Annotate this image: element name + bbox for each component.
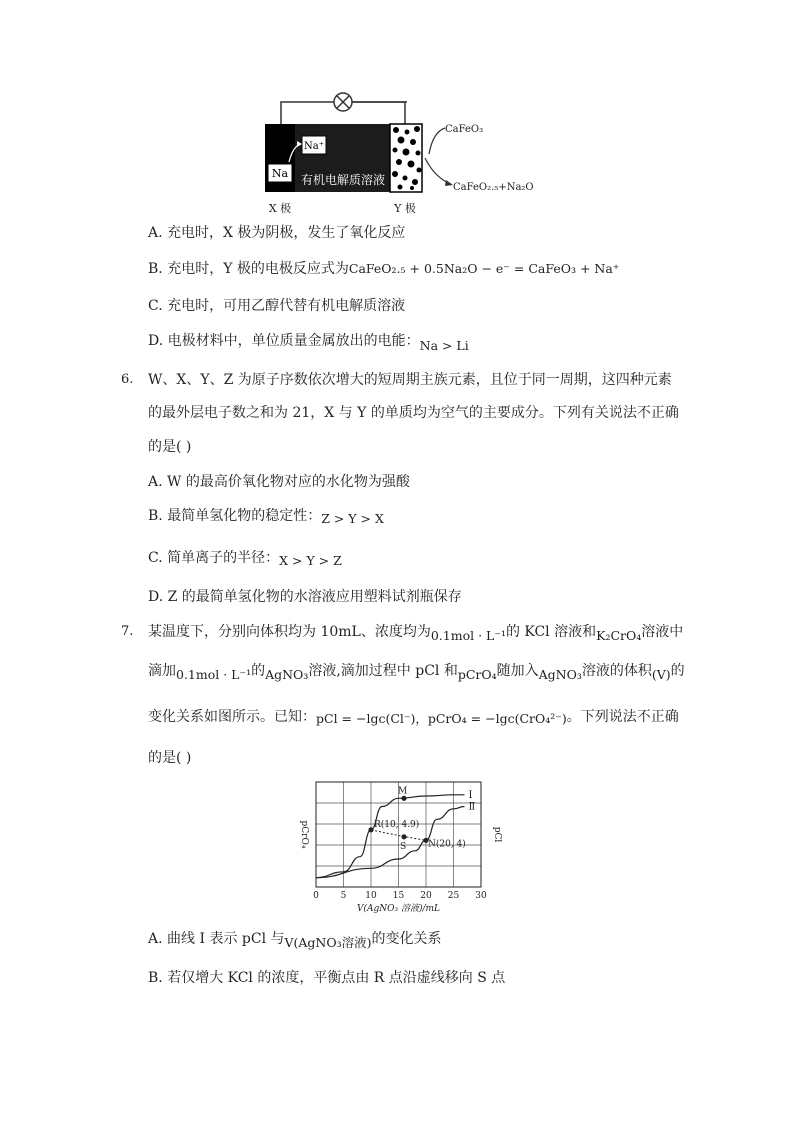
battery-diagram [255, 92, 555, 222]
q6-option-a: A. W 的最高价氧化物对应的水化物为强酸 [148, 474, 410, 490]
q7-l2j: (V) [651, 667, 671, 682]
q7-option-a-math: V(AgNO₃溶液) [284, 935, 372, 950]
q7-l3b: pCl = −lgc(Cl⁻)，pCrO₄ = −lgc(CrO₄²⁻) [316, 711, 567, 726]
point-label: N(20, 4) [428, 839, 466, 850]
x-tick-label: 0 [313, 891, 319, 901]
data-point [401, 834, 406, 839]
point-label: S [400, 841, 407, 852]
q7-l2k: 的 [670, 663, 685, 679]
data-point [368, 827, 373, 832]
q6-option-c [148, 548, 342, 568]
q7-l1c: 的 KCl 溶液和 [505, 624, 597, 640]
q7-number: 7. [121, 624, 134, 639]
point-label: M [398, 786, 408, 797]
q7-option-a-end: 的变化关系 [371, 931, 442, 947]
x-tick-label: 25 [447, 891, 460, 901]
q7-l1e: 溶液中 [641, 624, 684, 640]
q7-option-a [148, 929, 442, 949]
q7-line-2 [148, 661, 685, 681]
q6-option-b [148, 506, 384, 526]
q7-l2c: 的 [251, 663, 266, 679]
q7-l3c: 。下列说法不正确 [566, 709, 679, 725]
q6-option-d: D. Z 的最简单氢化物的水溶液应用塑料试剂瓶保存 [148, 589, 462, 605]
q5-option-d [148, 331, 469, 351]
q7-l2a: 滴加 [148, 663, 176, 679]
q6-stem-1: W、X、Y、Z 为原子序数依次增大的短周期主族元素，且位于同一周期，这四种元素 [148, 372, 672, 388]
data-point [401, 796, 406, 801]
lamp-icon [334, 93, 352, 111]
x-axis-label: V(AgNO₃ 溶液)/mL [356, 904, 441, 914]
q5-option-a: A. 充电时，X 极为阴极，发生了氧化反应 [148, 225, 406, 241]
y-axis-label-left: pCrO₄ [299, 820, 309, 849]
product-bottom: CaFeO₂.₅+Na₂O [453, 182, 534, 193]
product-top: CaFeO₃ [445, 124, 484, 135]
q6-number: 6. [121, 372, 134, 387]
x-label: X 极 [268, 202, 292, 215]
reaction-arrow [425, 128, 451, 184]
q7-l2d: AgNO₃ [265, 667, 309, 682]
q7-line-3 [148, 707, 679, 727]
q5-option-c: C. 充电时，可用乙醇代替有机电解质溶液 [148, 298, 406, 314]
q7-l1a: 某温度下，分别向体积均为 10mL、浓度均为 [148, 624, 431, 640]
q7-l1d: K₂CrO₄ [596, 628, 642, 643]
series-line-1 [316, 795, 465, 878]
y-label: Y 极 [394, 202, 416, 215]
circuit-wire-right2 [351, 102, 405, 124]
q6-option-b-math: Z > Y > X [321, 511, 384, 526]
q7-l2h: AgNO₃ [538, 667, 582, 682]
q6-option-c-text: C. 简单离子的半径： [148, 550, 280, 566]
q7-option-a-text: A. 曲线 I 表示 pCl 与 [148, 931, 285, 947]
electrolyte-label: 有机电解质溶液 [300, 173, 386, 187]
q5-option-d-text: D. 电极材料中，单位质量金属放出的电能： [148, 333, 420, 349]
q7-option-b: B. 若仅增大 KCl 的浓度，平衡点由 R 点沿虚线移向 S 点 [148, 970, 506, 986]
q7-l3a: 变化关系如图所示。已知： [148, 709, 316, 725]
q5-option-b-math: CaFeO₂.₅ + 0.5Na₂O − e⁻ = CaFeO₃ + Na⁺ [348, 261, 620, 276]
q7-line-1 [148, 622, 683, 642]
q6-option-c-math: X > Y > Z [279, 553, 342, 568]
q7-l2g: 随加入 [496, 663, 539, 679]
titration-chart [290, 778, 510, 920]
series-label-2: Ⅱ [468, 801, 476, 813]
q7-l2b: 0.1mol · L⁻¹ [176, 667, 252, 682]
x-tick-label: 5 [340, 891, 347, 901]
q6-stem-2: 的最外层电子数之和为 21，X 与 Y 的单质均为空气的主要成分。下列有关说法不正确 [148, 405, 679, 421]
x-tick-label: 20 [420, 891, 432, 901]
q7-line-4: 的是( ) [148, 750, 192, 766]
q5-option-d-math: Na > Li [419, 338, 469, 353]
q7-l2i: 溶液的体积 [581, 663, 652, 679]
x-tick-label: 30 [475, 891, 487, 901]
q7-l1b: 0.1mol · L⁻¹ [430, 628, 506, 643]
q7-l2f: pCrO₄ [457, 667, 497, 682]
y-axis-label-right: pCl [492, 826, 502, 843]
x-tick-label: 15 [392, 891, 405, 901]
x-tick-label: 10 [365, 891, 377, 901]
q7-l2e: 溶液,滴加过程中 pCl 和 [308, 663, 458, 679]
series-label-1: I [468, 789, 473, 801]
q6-option-b-text: B. 最简单氢化物的稳定性： [148, 508, 322, 524]
q5-option-b [148, 259, 619, 279]
x-electrode-label: Na [271, 167, 289, 180]
na-ion-label: Na⁺ [304, 141, 324, 152]
point-label: R(10, 4.9) [374, 819, 420, 830]
q5-option-b-text: B. 充电时，Y 极的电极反应式为 [148, 261, 349, 277]
q6-stem-3: 的是( ) [148, 439, 192, 455]
